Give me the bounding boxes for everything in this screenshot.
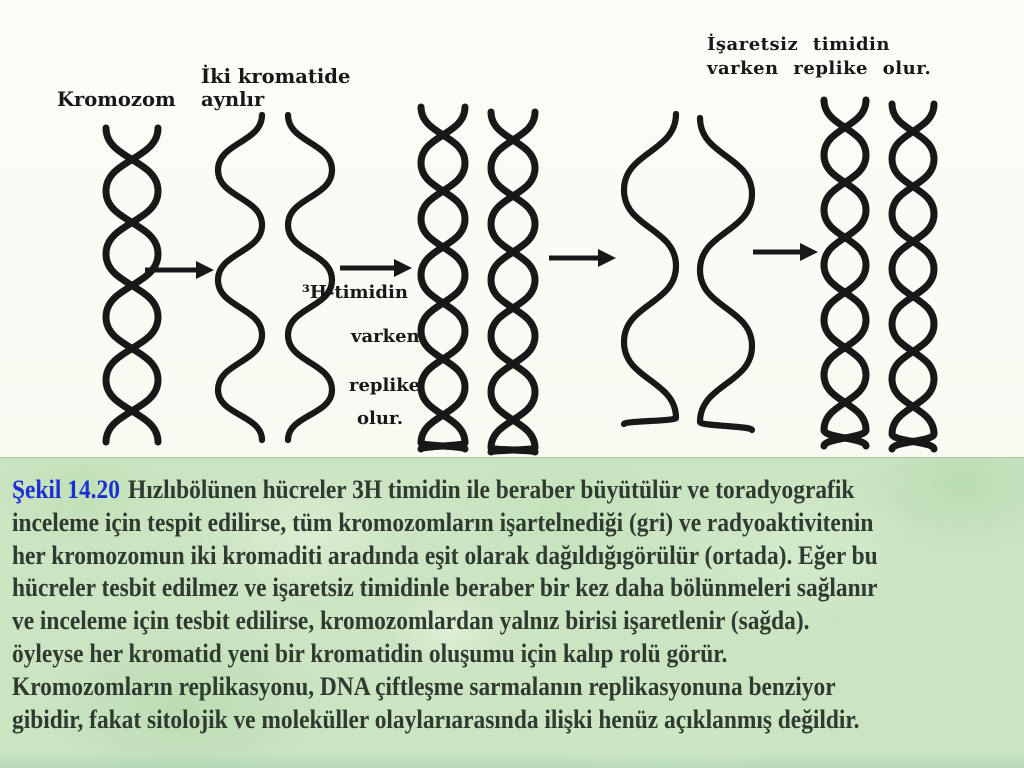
chromatid-strand — [700, 118, 752, 430]
figure-label: Şekil 14.20 — [12, 475, 120, 504]
caption-line: hücreler tesbit edilmez ve işaretsiz timidinle beraber bir kez daha bölünmeleri sağlanır — [12, 573, 878, 603]
h3-replike-label: replike — [349, 375, 421, 396]
caption-line: ve inceleme için tesbit edilirse, kromozomlardan yalnız birisi işaretlenir (sağda). — [12, 606, 810, 636]
stage-replicated-labeled — [421, 107, 535, 452]
stage-chromosome — [106, 128, 158, 442]
step-arrow-2 — [340, 259, 412, 277]
h3-olur-label: olur. — [357, 408, 404, 429]
caption-line: inceleme için tespit edilirse, tüm kromozomların işartelnediği (gri) ve radyoaktivitenin — [12, 507, 874, 537]
stage-separated-again — [624, 114, 752, 430]
helix-strand — [491, 112, 535, 452]
helix-strand — [491, 112, 535, 452]
caption-line — [12, 474, 1024, 507]
isaretsiz-timidin-label-line2: varken replike olur. — [707, 58, 932, 79]
iki-kromatide-label-line1: İki kromatide — [201, 65, 351, 88]
figure-caption — [12, 474, 1024, 736]
stage-separated-chromatids — [218, 115, 332, 440]
stage-replicated-unlabeled — [824, 100, 934, 449]
caption-line: öyleyse her kromatid yeni bir kromatidin oluşumu için kalıp rolü görür. — [12, 638, 728, 668]
kromozom-label: Kromozom — [57, 88, 176, 111]
h3-varken-label: varken — [351, 326, 420, 347]
iki-kromatide-label-line2: aynlır — [201, 88, 265, 111]
isaretsiz-timidin-label-line1: İşaretsiz timidin — [707, 34, 890, 55]
caption-line: gibidir, fakat sitolojik ve moleküller olaylarıarasında ilişki henüz açıklanmış değildir. — [12, 704, 860, 734]
step-arrow-4 — [753, 243, 818, 261]
chromatid-strand — [218, 115, 262, 440]
chromatid-strand — [624, 114, 676, 424]
step-arrow-3 — [549, 249, 616, 267]
caption-line: Kromozomların replikasyonu, DNA çiftleşme sarmalanın replikasyonuna benziyor — [12, 671, 836, 701]
caption-text: Hızlıbölünen hücreler 3H timidin ile beraber büyütülür ve toradyografik — [128, 475, 855, 504]
caption-line: her kromozomun iki kromaditi aradında eşit olarak dağıldığıgörülür (ortada). Eğer bu — [12, 540, 878, 570]
chromatid-strand — [288, 115, 332, 440]
h3-timidin-label: ³H-timidin — [302, 282, 408, 303]
